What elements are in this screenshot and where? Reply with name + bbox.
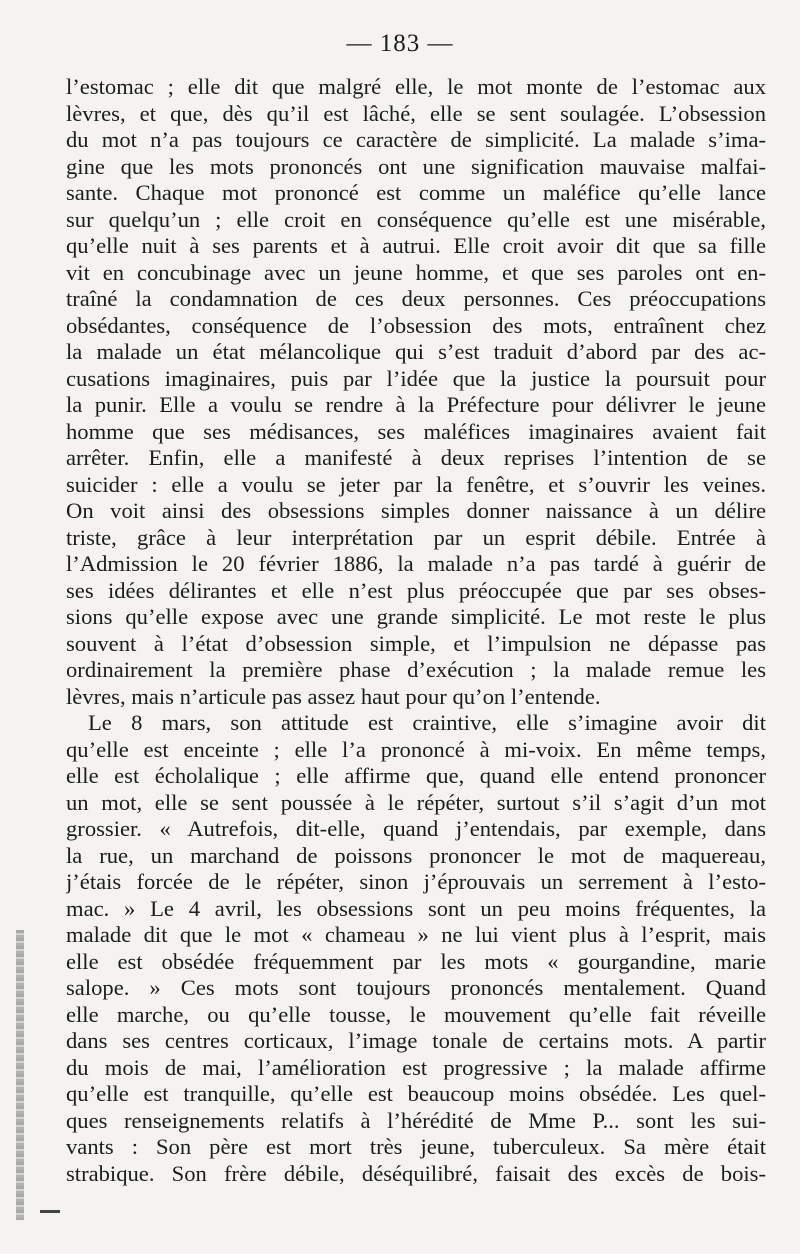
text-line: On voit ainsi des obsessions simples donner naissance à un délire — [66, 498, 766, 523]
text-line: arrêter. Enfin, elle a manifesté à deux reprises l’intention de se — [66, 445, 766, 470]
text-line: vants : Son père est mort très jeune, tuberculeux. Sa mère était — [66, 1134, 766, 1159]
text-line: du mot n’a pas toujours ce caractère de simplicité. La malade s’ima- — [66, 127, 766, 152]
text-line: du mois de mai, l’amélioration est progressive ; la malade affirme — [66, 1054, 766, 1080]
text-line: l’estomac ; elle dit que malgré elle, le mot monte de l’estomac aux — [66, 74, 766, 99]
text-line: cusations imaginaires, puis par l’idée que la justice la poursuit pour — [66, 365, 766, 391]
text-line: mac. » Le 4 avril, les obsessions sont un peu moins fréquentes, la — [66, 895, 766, 921]
text-line: lèvres, mais n’articule pas assez haut pour qu’on l’entende. — [66, 683, 601, 709]
text-line: traîné la condamnation de ces deux personnes. Ces préoccupations — [66, 286, 766, 311]
text-line: suicider : elle a voulu se jeter par la fenêtre, et s’ouvrir les veines. — [66, 471, 766, 497]
text-line: lèvres, et que, dès qu’il est lâché, elle se sent soulagée. L’obsession — [66, 100, 766, 126]
text-line: qu’elle nuit à ses parents et à autrui. Elle croit avoir dit que sa fille — [66, 233, 766, 258]
text-line: j’étais forcée de le répéter, sinon j’éprouvais un serrement à l’esto- — [66, 869, 766, 894]
scan-edge-artifact — [16, 930, 24, 1220]
text-line: ordinairement la première phase d’exécution ; la malade remue les — [66, 657, 766, 682]
text-line: sur quelqu’un ; elle croit en conséquence qu’elle est une misérable, — [66, 206, 766, 232]
text-line: grossier. « Autrefois, dit-elle, quand j’entendais, par exemple, dans — [66, 816, 766, 841]
text-line: sions qu’elle expose avec une grande simplicité. Le mot reste le plus — [66, 604, 766, 629]
text-line: gine que les mots prononcés ont une signification mauvaise malfai- — [66, 153, 766, 179]
text-line: elle est obsédée fréquemment par les mots « gourgandine, marie — [66, 948, 766, 974]
text-line: elle est écholalique ; elle affirme que, quand elle entend prononcer — [66, 763, 766, 788]
text-line: qu’elle est enceinte ; elle l’a prononcé à mi-voix. En même temps, — [66, 736, 766, 762]
text-line: sante. Chaque mot prononcé est comme un maléfice qu’elle lance — [66, 180, 766, 205]
text-line: la malade un état mélancolique qui s’est traduit d’abord par des ac- — [66, 339, 766, 364]
text-line: homme que ses médisances, ses maléfices imaginaires avaient fait — [66, 418, 766, 444]
text-line: malade dit que le mot « chameau » ne lui vient plus à l’esprit, mais — [66, 922, 766, 947]
text-line: elle marche, ou qu’elle tousse, le mouvement qu’elle fait réveille — [66, 1001, 766, 1027]
page-number: — 183 — — [346, 30, 454, 57]
text-line: la rue, un marchand de poissons prononcer le mot de maquereau, — [66, 842, 766, 868]
text-line: strabique. Son frère débile, déséquilibré, faisait des excès de bois- — [66, 1160, 766, 1186]
text-line: un mot, elle se sent poussée à le répéter, surtout s’il s’agit d’un mot — [66, 789, 766, 815]
text-line: salope. » Ces mots sont toujours prononcés mentalement. Quand — [66, 975, 766, 1000]
scan-mark-artifact — [40, 1210, 60, 1213]
text-line: l’Admission le 20 février 1886, la malade n’a pas tardé à guérir de — [66, 551, 766, 576]
text-line: souvent à l’état d’obsession simple, et l’impulsion ne dépasse pas — [66, 630, 766, 656]
text-line: Le 8 mars, son attitude est craintive, elle s’imagine avoir dit — [88, 710, 766, 735]
text-line: triste, grâce à leur interprétation par un esprit débile. Entrée à — [66, 524, 766, 550]
text-line: vit en concubinage avec un jeune homme, et que ses paroles ont en- — [66, 259, 766, 285]
text-line: obsédantes, conséquence de l’obsession des mots, entraînent chez — [66, 312, 766, 338]
text-line: ques renseignements relatifs à l’hérédité de Mme P... sont les sui- — [66, 1107, 766, 1133]
text-line: dans ses centres corticaux, l’image tonale de certains mots. A partir — [66, 1028, 766, 1053]
text-line: ses idées délirantes et elle n’est plus préoccupée que par ses obses- — [66, 577, 766, 603]
text-line: la punir. Elle a voulu se rendre à la Préfecture pour délivrer le jeune — [66, 392, 766, 417]
body-text — [66, 74, 766, 1187]
text-line: qu’elle est tranquille, qu’elle est beaucoup moins obsédée. Les quel- — [66, 1081, 766, 1106]
